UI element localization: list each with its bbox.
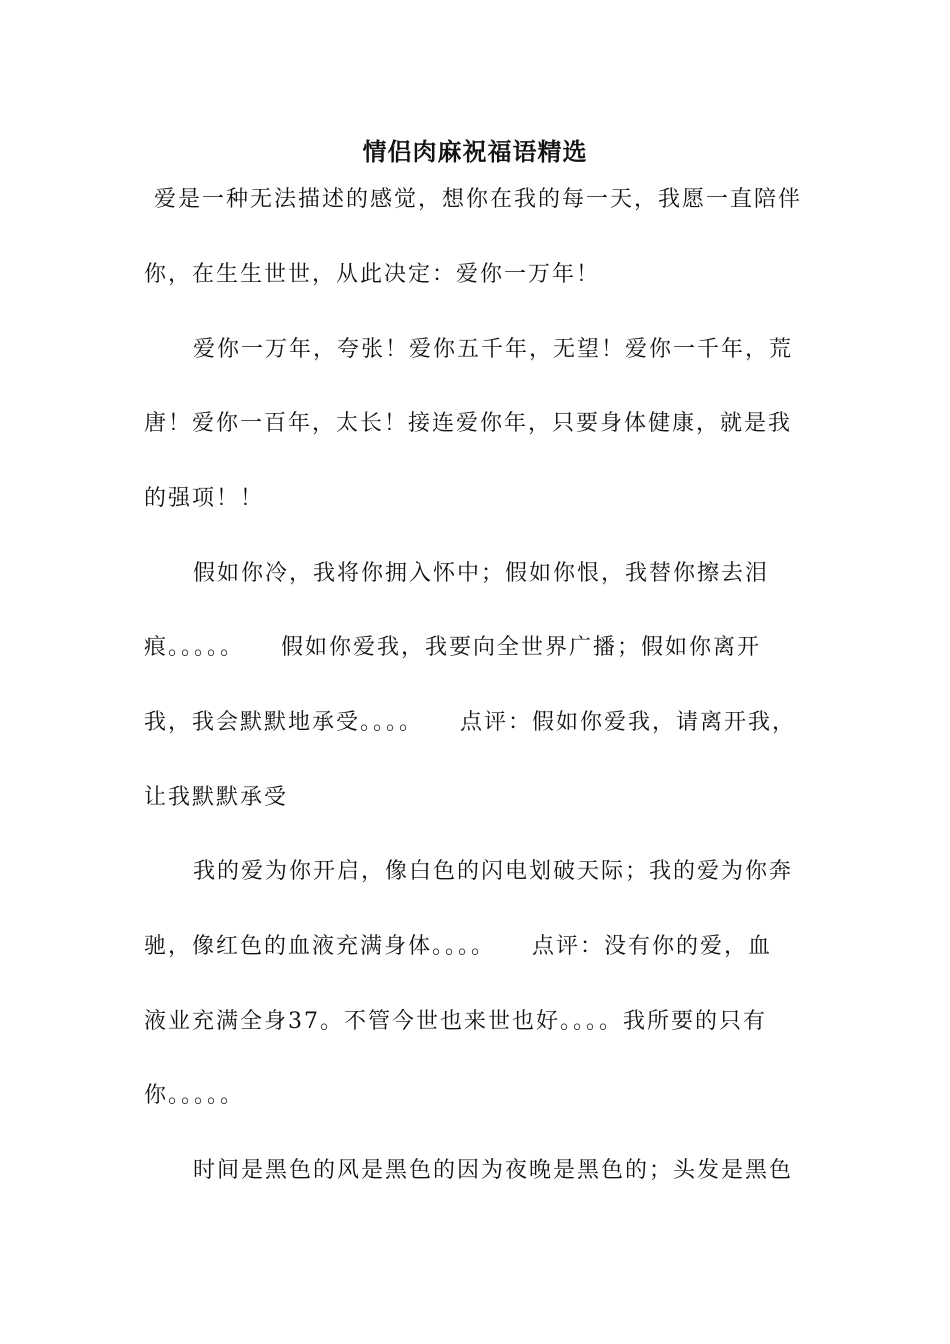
paragraph-line: 唐！爱你一百年，太长！接连爱你年，只要身体健康，就是我 (144, 411, 793, 436)
paragraph-line: 假如你冷，我将你拥入怀中；假如你恨，我替你擦去泪 (193, 561, 770, 586)
paragraph-line: 我，我会默默地承受。。。。 点评：假如你爱我，请离开我， (144, 710, 797, 735)
paragraph-line: 爱是一种无法描述的感觉，想你在我的每一天，我愿一直陪伴 (154, 187, 803, 212)
paragraph-line: 驰，像红色的血液充满身体。。。。 点评：没有你的爱，血 (144, 934, 773, 959)
paragraph-line: 你。。。。。 (144, 1083, 245, 1108)
paragraph-line: 时间是黑色的风是黑色的因为夜晚是黑色的；头发是黑色 (193, 1158, 794, 1183)
paragraph-line: 爱你一万年，夸张！爱你五千年，无望！爱你一千年，荒 (193, 337, 794, 362)
paragraph-line: 液业充满全身37。不管今世也来世也好。。。。我所要的只有 (144, 1009, 767, 1034)
paragraph-line: 我的爱为你开启，像白色的闪电划破天际；我的爱为你奔 (193, 859, 794, 884)
paragraph-line: 的强项！！ (144, 486, 265, 511)
paragraph-line: 让我默默承受 (144, 785, 289, 810)
paragraph-line: 痕。。。。。 假如你爱我，我要向全世界广播；假如你离开 (144, 635, 762, 660)
paragraph-line: 你，在生生世世，从此决定：爱你一万年！ (144, 262, 601, 287)
document-title: 情侣肉麻祝福语精选 (362, 137, 588, 166)
